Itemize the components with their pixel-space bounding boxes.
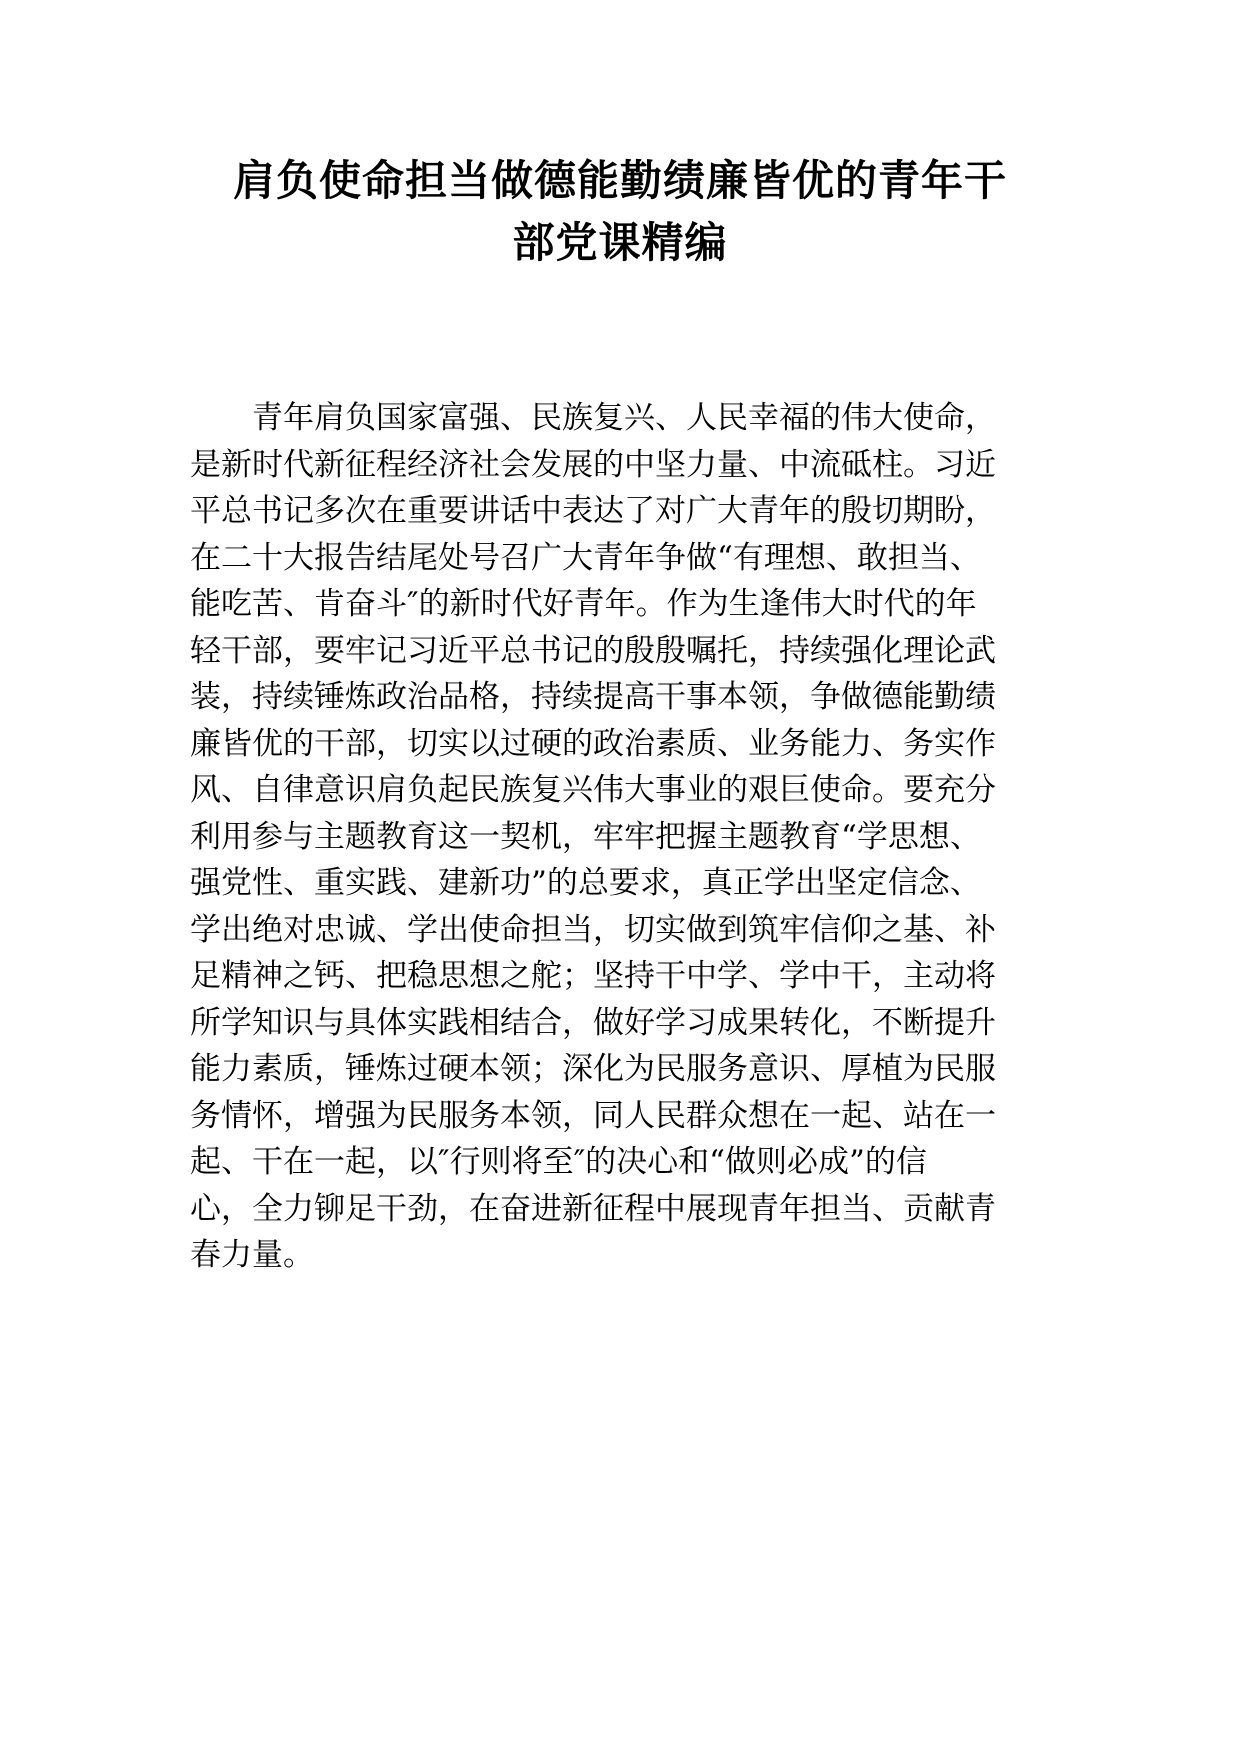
- paragraph-line: 装，持续锤炼政治品格，持续提高干事本领，争做德能勤绩: [190, 679, 996, 715]
- paragraph-line: 心，全力铆足干劲，在奋进新征程中展现青年担当、贡献青: [190, 1190, 996, 1227]
- paragraph-line: 春力量。: [190, 1237, 314, 1273]
- paragraph-line: 风、自律意识肩负起民族复兴伟大事业的艰巨使命。要充分: [190, 772, 996, 808]
- paragraph-line: 能力素质，锤炼过硬本领；深化为民服务意识、厚植为民服: [190, 1051, 996, 1087]
- paragraph-line: 起、干在一起，以″行则将至″的决心和“做则必成”的信: [190, 1144, 927, 1180]
- title-line: 肩负使命担当做德能勤绩廉皆优的青年干: [232, 156, 1007, 205]
- paragraph-line: 学出绝对忠诚、学出使命担当，切实做到筑牢信仰之基、补: [190, 911, 996, 948]
- paragraph-line: 青年肩负国家富强、民族复兴、人民幸福的伟大使命，: [252, 400, 996, 436]
- paragraph-line: 所学知识与具体实践相结合，做好学习成果转化，不断提升: [190, 1004, 996, 1041]
- title-line: 部党课精编: [512, 218, 728, 267]
- paragraph-line: 平总书记多次在重要讲话中表达了对广大青年的殷切期盼，: [190, 493, 996, 529]
- paragraph-line: 足精神之钙、把稳思想之舵；坚持干中学、学中干，主动将: [190, 958, 996, 994]
- paragraph-line: 轻干部，要牢记习近平总书记的殷殷嘱托，持续强化理论武: [190, 632, 996, 669]
- document-title: [190, 150, 1050, 274]
- paragraph-line: 能吃苦、肯奋斗″的新时代好青年。作为生逢伟大时代的年: [190, 586, 977, 622]
- paragraph-line: 利用参与主题教育这一契机，牢牢把握主题教育“学思想、: [190, 818, 981, 855]
- paragraph-line: 强党性、重实践、建新功”的总要求，真正学出坚定信念、: [190, 865, 981, 901]
- paragraph-line: 廉皆优的干部，切实以过硬的政治素质、业务能力、务实作: [190, 725, 996, 762]
- paragraph-line: 务情怀，增强为民服务本领，同人民群众想在一起、站在一: [190, 1097, 996, 1134]
- paragraph-line: 是新时代新征程经济社会发展的中坚力量、中流砥柱。习近: [190, 446, 996, 483]
- paragraph-line: 在二十大报告结尾处号召广大青年争做“有理想、敢担当、: [190, 539, 981, 576]
- body-paragraph: [190, 395, 1050, 1279]
